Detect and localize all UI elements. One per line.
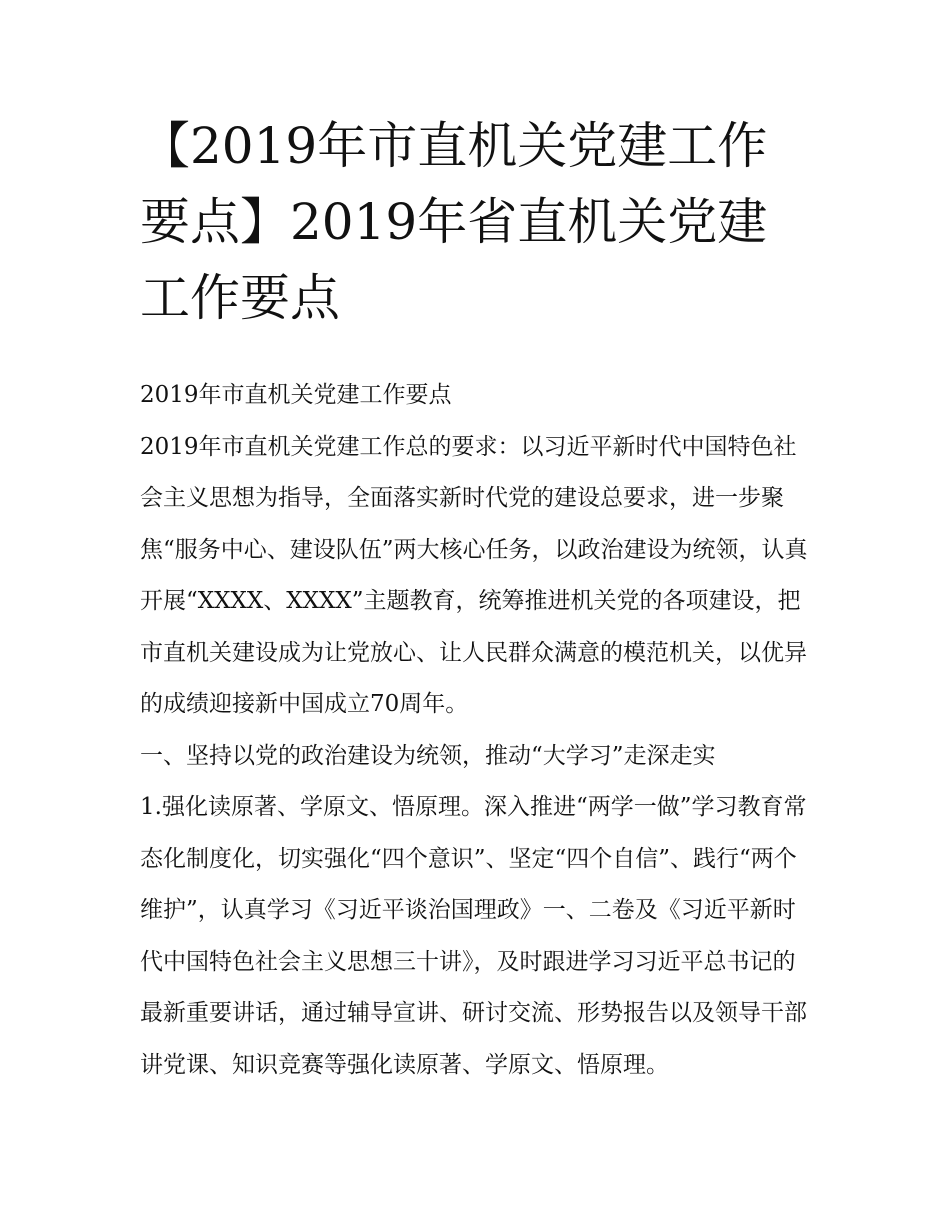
document-body bbox=[140, 370, 815, 1091]
paragraph-general-requirements: 2019年市直机关党建工作总的要求：以习近平新时代中国特色社会主义思想为指导，全面落实新时代党的建设总要求，进一步聚焦“服务中心、建设队伍”两大核心任务，以政治建设为统领，认真开展“XXXX、XXXX”主题教育，统筹推进机关党的各项建设，把市直机关建设成为让党放心、让人民群众满意的模范机关，以优异的成绩迎接新中国成立70周年。 bbox=[140, 433, 808, 717]
document-title: 【2019年市直机关党建工作要点】2019年省直机关党建工作要点 bbox=[140, 117, 768, 327]
document-content bbox=[140, 108, 815, 1091]
paragraph-item-one: 1.强化读原著、学原文、悟原理。深入推进“两学一做”学习教育常态化制度化，切实强化“四个意识”、坚定“四个自信”、践行“两个维护”，认真学习《习近平谈治国理政》一、二卷及《习近平新时代中国特色社会主义思想三十讲》，及时跟进学习习近平总书记的最新重要讲话，通过辅导宣讲、研讨交流、形势报告以及领导干部讲党课、知识竞赛等强化读原著、学原文、悟原理。 bbox=[140, 794, 807, 1078]
paragraph-section-one-heading: 一、坚持以党的政治建设为统领，推动“大学习”走深走实 bbox=[140, 742, 716, 769]
paragraph-heading: 2019年市直机关党建工作要点 bbox=[140, 382, 452, 408]
